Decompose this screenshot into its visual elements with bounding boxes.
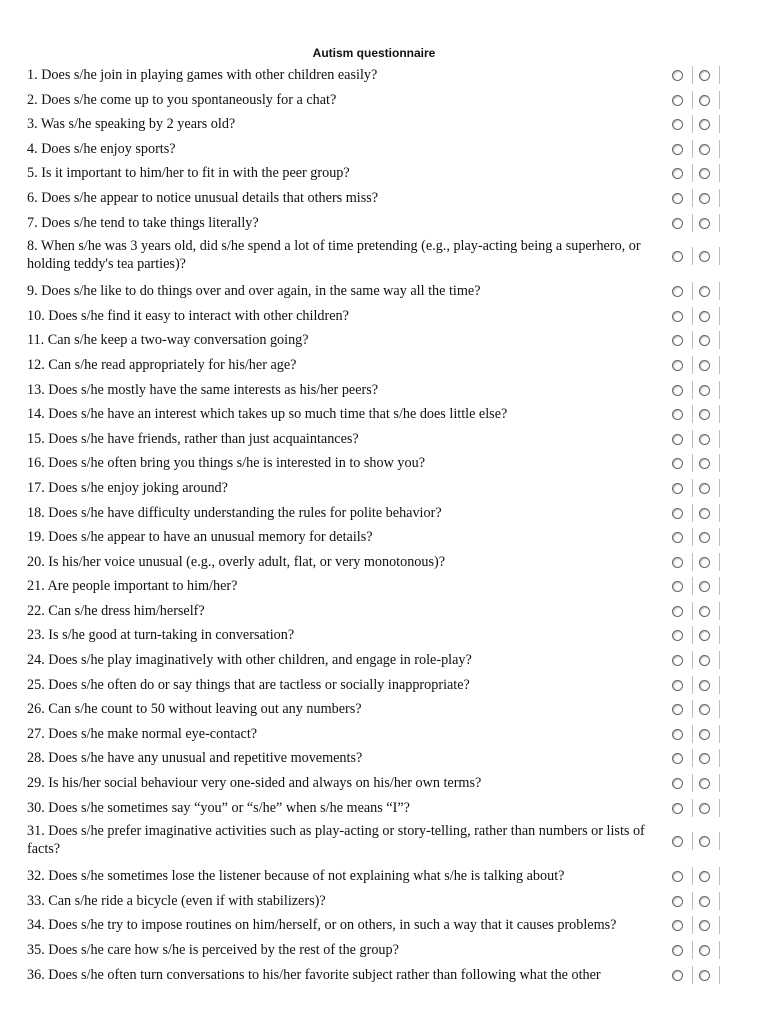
column-divider (692, 405, 693, 423)
answer-radio-2[interactable] (699, 753, 710, 764)
question-text: 4. Does s/he enjoy sports? (27, 140, 176, 157)
column-divider (692, 91, 693, 109)
answer-radio-1[interactable] (672, 218, 683, 229)
column-divider (692, 528, 693, 546)
question-row (27, 211, 757, 236)
answer-radio-1[interactable] (672, 896, 683, 907)
column-divider (719, 282, 720, 300)
answer-radio-1[interactable] (672, 251, 683, 262)
column-divider (692, 553, 693, 571)
answer-radio-2[interactable] (699, 532, 710, 543)
answer-options (670, 117, 720, 133)
question-text: 27. Does s/he make normal eye-contact? (27, 725, 258, 742)
question-text: 30. Does s/he sometimes say “you” or “s/he” when s/he means “I”? (27, 799, 410, 816)
column-divider (692, 774, 693, 792)
answer-radio-2[interactable] (699, 335, 710, 346)
question-text: 36. Does s/he often turn conversations to his/her favorite subject rather than following what the other (27, 966, 601, 983)
column-divider (719, 799, 720, 817)
question-row (27, 796, 757, 821)
answer-radio-2[interactable] (699, 458, 710, 469)
column-divider (692, 725, 693, 743)
question-row (27, 353, 757, 378)
column-divider (692, 892, 693, 910)
answer-radio-2[interactable] (699, 483, 710, 494)
question-row (27, 746, 757, 771)
column-divider (719, 774, 720, 792)
answer-radio-2[interactable] (699, 193, 710, 204)
answer-radio-1[interactable] (672, 606, 683, 617)
answer-radio-2[interactable] (699, 729, 710, 740)
question-text: 9. Does s/he like to do things over and over again, in the same way all the time? (27, 283, 481, 300)
answer-radio-1[interactable] (672, 753, 683, 764)
question-text: 14. Does s/he have an interest which takes up so much time that s/he does little else? (27, 406, 508, 423)
question-text: 2. Does s/he come up to you spontaneously for a chat? (27, 91, 337, 108)
column-divider (692, 832, 693, 850)
answer-options (670, 284, 720, 300)
question-row (27, 235, 757, 279)
question-text: 31. Does s/he prefer imaginative activities such as play-acting or story-telling, rather than numbers or lists of facts? (27, 823, 645, 858)
question-text: 12. Can s/he read appropriately for his/her age? (27, 356, 297, 373)
answer-radio-1[interactable] (672, 335, 683, 346)
question-row (27, 112, 757, 137)
column-divider (692, 916, 693, 934)
column-divider (719, 454, 720, 472)
answer-options (670, 481, 720, 497)
answer-radio-1[interactable] (672, 168, 683, 179)
question-row (27, 623, 757, 648)
answer-radio-2[interactable] (699, 218, 710, 229)
answer-options (670, 555, 720, 571)
answer-options (670, 93, 720, 109)
answer-radio-2[interactable] (699, 144, 710, 155)
column-divider (719, 916, 720, 934)
column-divider (692, 504, 693, 522)
answer-options (670, 166, 720, 182)
column-divider (692, 479, 693, 497)
answer-radio-1[interactable] (672, 630, 683, 641)
answer-radio-2[interactable] (699, 385, 710, 396)
answer-options (670, 968, 720, 984)
answer-options (670, 216, 720, 232)
answer-radio-1[interactable] (672, 458, 683, 469)
answer-options (670, 678, 720, 694)
question-row (27, 427, 757, 452)
answer-radio-1[interactable] (672, 360, 683, 371)
column-divider (692, 381, 693, 399)
question-row (27, 771, 757, 796)
column-divider (692, 282, 693, 300)
question-row (27, 938, 757, 963)
answer-radio-1[interactable] (672, 385, 683, 396)
answer-radio-2[interactable] (699, 836, 710, 847)
answer-options (670, 894, 720, 910)
page-title: Autism questionnaire (312, 46, 436, 60)
answer-radio-1[interactable] (672, 508, 683, 519)
answer-radio-1[interactable] (672, 95, 683, 106)
answer-options (670, 801, 720, 817)
column-divider (719, 725, 720, 743)
question-text: 18. Does s/he have difficulty understanding the rules for polite behavior? (27, 504, 442, 521)
answer-radio-1[interactable] (672, 920, 683, 931)
question-text: 16. Does s/he often bring you things s/he is interested in to show you? (27, 455, 425, 472)
question-row (27, 279, 757, 304)
column-divider (692, 454, 693, 472)
column-divider (692, 651, 693, 669)
question-text: 19. Does s/he appear to have an unusual memory for details? (27, 529, 373, 546)
answer-radio-2[interactable] (699, 508, 710, 519)
question-text: 20. Is his/her voice unusual (e.g., overly adult, flat, or very monotonous)? (27, 553, 446, 570)
answer-radio-2[interactable] (699, 945, 710, 956)
column-divider (692, 867, 693, 885)
column-divider (692, 749, 693, 767)
question-text: 28. Does s/he have any unusual and repetitive movements? (27, 750, 363, 767)
question-text: 21. Are people important to him/her? (27, 578, 238, 595)
question-row (27, 599, 757, 624)
answer-options (670, 333, 720, 349)
column-divider (719, 430, 720, 448)
answer-radio-1[interactable] (672, 871, 683, 882)
question-text: 29. Is his/her social behaviour very one-sided and always on his/her own terms? (27, 775, 482, 792)
column-divider (692, 626, 693, 644)
column-divider (719, 626, 720, 644)
column-divider (719, 553, 720, 571)
answer-radio-2[interactable] (699, 581, 710, 592)
answer-radio-2[interactable] (699, 920, 710, 931)
answer-radio-1[interactable] (672, 193, 683, 204)
answer-radio-1[interactable] (672, 144, 683, 155)
answer-radio-2[interactable] (699, 871, 710, 882)
column-divider (719, 214, 720, 232)
column-divider (719, 356, 720, 374)
column-divider (719, 749, 720, 767)
column-divider (692, 966, 693, 984)
answer-options (670, 628, 720, 644)
answer-radio-1[interactable] (672, 581, 683, 592)
question-row (27, 722, 757, 747)
answer-radio-2[interactable] (699, 896, 710, 907)
question-row (27, 63, 757, 88)
column-divider (692, 356, 693, 374)
question-row (27, 889, 757, 914)
question-row (27, 328, 757, 353)
answer-radio-1[interactable] (672, 409, 683, 420)
question-text: 25. Does s/he often do or say things that are tactless or socially inappropriate? (27, 676, 470, 693)
answer-radio-2[interactable] (699, 606, 710, 617)
question-row (27, 697, 757, 722)
column-divider (692, 247, 693, 265)
question-row (27, 963, 757, 988)
question-list (27, 63, 757, 987)
answer-radio-1[interactable] (672, 729, 683, 740)
question-row (27, 673, 757, 698)
answer-options (670, 383, 720, 399)
answer-options (670, 191, 720, 207)
question-text: 22. Can s/he dress him/herself? (27, 602, 205, 619)
question-row (27, 137, 757, 162)
column-divider (692, 430, 693, 448)
answer-radio-1[interactable] (672, 532, 683, 543)
answer-options (670, 309, 720, 325)
question-row (27, 476, 757, 501)
answer-options (670, 702, 720, 718)
answer-options (670, 249, 720, 265)
answer-radio-2[interactable] (699, 409, 710, 420)
answer-radio-1[interactable] (672, 970, 683, 981)
answer-radio-2[interactable] (699, 70, 710, 81)
answer-options (670, 407, 720, 423)
answer-radio-2[interactable] (699, 251, 710, 262)
question-text: 13. Does s/he mostly have the same interests as his/her peers? (27, 381, 379, 398)
column-divider (719, 832, 720, 850)
answer-radio-1[interactable] (672, 557, 683, 568)
question-text: 10. Does s/he find it easy to interact with other children? (27, 307, 349, 324)
question-text: 32. Does s/he sometimes lose the listener because of not explaining what s/he is talking about? (27, 868, 565, 885)
question-row (27, 378, 757, 403)
column-divider (692, 307, 693, 325)
question-row (27, 648, 757, 673)
answer-options (670, 918, 720, 934)
question-text: 7. Does s/he tend to take things literally? (27, 214, 259, 231)
question-row (27, 525, 757, 550)
question-text: 11. Can s/he keep a two-way conversation going? (27, 332, 309, 349)
answer-radio-2[interactable] (699, 778, 710, 789)
column-divider (719, 307, 720, 325)
column-divider (719, 115, 720, 133)
answer-radio-2[interactable] (699, 970, 710, 981)
answer-radio-2[interactable] (699, 655, 710, 666)
column-divider (719, 941, 720, 959)
column-divider (692, 189, 693, 207)
question-text: 3. Was s/he speaking by 2 years old? (27, 116, 236, 133)
column-divider (692, 140, 693, 158)
question-row (27, 161, 757, 186)
answer-radio-2[interactable] (699, 803, 710, 814)
answer-options (670, 776, 720, 792)
question-text: 26. Can s/he count to 50 without leaving out any numbers? (27, 701, 362, 718)
column-divider (692, 799, 693, 817)
column-divider (719, 140, 720, 158)
column-divider (692, 676, 693, 694)
column-divider (719, 504, 720, 522)
question-row (27, 186, 757, 211)
question-row (27, 304, 757, 329)
answer-options (670, 604, 720, 620)
answer-radio-1[interactable] (672, 655, 683, 666)
answer-radio-1[interactable] (672, 286, 683, 297)
answer-options (670, 68, 720, 84)
question-text: 34. Does s/he try to impose routines on him/herself, or on others, in such a way that it causes problems? (27, 917, 617, 934)
answer-radio-1[interactable] (672, 704, 683, 715)
column-divider (719, 867, 720, 885)
question-text: 15. Does s/he have friends, rather than just acquaintances? (27, 430, 359, 447)
column-divider (719, 479, 720, 497)
question-row (27, 864, 757, 889)
answer-radio-1[interactable] (672, 119, 683, 130)
column-divider (719, 602, 720, 620)
question-row (27, 88, 757, 113)
answer-options (670, 751, 720, 767)
answer-radio-2[interactable] (699, 360, 710, 371)
answer-options (670, 943, 720, 959)
column-divider (719, 528, 720, 546)
question-row (27, 402, 757, 427)
answer-radio-1[interactable] (672, 483, 683, 494)
answer-radio-2[interactable] (699, 704, 710, 715)
column-divider (719, 577, 720, 595)
answer-options (670, 869, 720, 885)
answer-radio-2[interactable] (699, 630, 710, 641)
column-divider (692, 331, 693, 349)
column-divider (719, 651, 720, 669)
answer-radio-2[interactable] (699, 311, 710, 322)
column-divider (692, 602, 693, 620)
question-text: 24. Does s/he play imaginatively with other children, and engage in role-play? (27, 652, 472, 669)
question-text: 33. Can s/he ride a bicycle (even if with stabilizers)? (27, 892, 326, 909)
question-row (27, 574, 757, 599)
column-divider (719, 247, 720, 265)
answer-radio-2[interactable] (699, 286, 710, 297)
column-divider (719, 966, 720, 984)
answer-options (670, 506, 720, 522)
answer-radio-2[interactable] (699, 557, 710, 568)
column-divider (719, 164, 720, 182)
answer-options (670, 456, 720, 472)
question-row (27, 913, 757, 938)
column-divider (719, 66, 720, 84)
answer-radio-1[interactable] (672, 434, 683, 445)
answer-options (670, 653, 720, 669)
column-divider (692, 700, 693, 718)
question-text: 23. Is s/he good at turn-taking in conversation? (27, 627, 295, 644)
answer-radio-2[interactable] (699, 95, 710, 106)
answer-radio-1[interactable] (672, 311, 683, 322)
answer-radio-1[interactable] (672, 836, 683, 847)
answer-radio-2[interactable] (699, 168, 710, 179)
question-text: 1. Does s/he join in playing games with other children easily? (27, 67, 378, 83)
column-divider (719, 381, 720, 399)
column-divider (719, 700, 720, 718)
question-text: 35. Does s/he care how s/he is perceived by the rest of the group? (27, 942, 399, 958)
column-divider (719, 405, 720, 423)
column-divider (719, 331, 720, 349)
question-row (27, 451, 757, 476)
column-divider (692, 66, 693, 84)
question-row (27, 820, 757, 864)
column-divider (719, 91, 720, 109)
column-divider (692, 164, 693, 182)
question-row (27, 501, 757, 526)
answer-radio-2[interactable] (699, 119, 710, 130)
question-text: 17. Does s/he enjoy joking around? (27, 479, 228, 496)
answer-radio-2[interactable] (699, 680, 710, 691)
answer-radio-1[interactable] (672, 803, 683, 814)
question-row (27, 550, 757, 575)
answer-radio-1[interactable] (672, 945, 683, 956)
answer-options (670, 432, 720, 448)
answer-options (670, 142, 720, 158)
answer-options (670, 530, 720, 546)
answer-radio-1[interactable] (672, 778, 683, 789)
answer-options (670, 834, 720, 850)
answer-radio-1[interactable] (672, 70, 683, 81)
answer-options (670, 579, 720, 595)
answer-radio-2[interactable] (699, 434, 710, 445)
column-divider (719, 676, 720, 694)
column-divider (692, 941, 693, 959)
question-text: 8. When s/he was 3 years old, did s/he spend a lot of time pretending (e.g., play-acting being a superhero, or holding teddy's tea parties)? (27, 238, 641, 273)
column-divider (692, 115, 693, 133)
column-divider (719, 892, 720, 910)
question-text: 5. Is it important to him/her to fit in with the peer group? (27, 165, 350, 182)
answer-options (670, 727, 720, 743)
question-text: 6. Does s/he appear to notice unusual details that others miss? (27, 189, 379, 206)
column-divider (719, 189, 720, 207)
column-divider (692, 577, 693, 595)
answer-radio-1[interactable] (672, 680, 683, 691)
column-divider (692, 214, 693, 232)
answer-options (670, 358, 720, 374)
